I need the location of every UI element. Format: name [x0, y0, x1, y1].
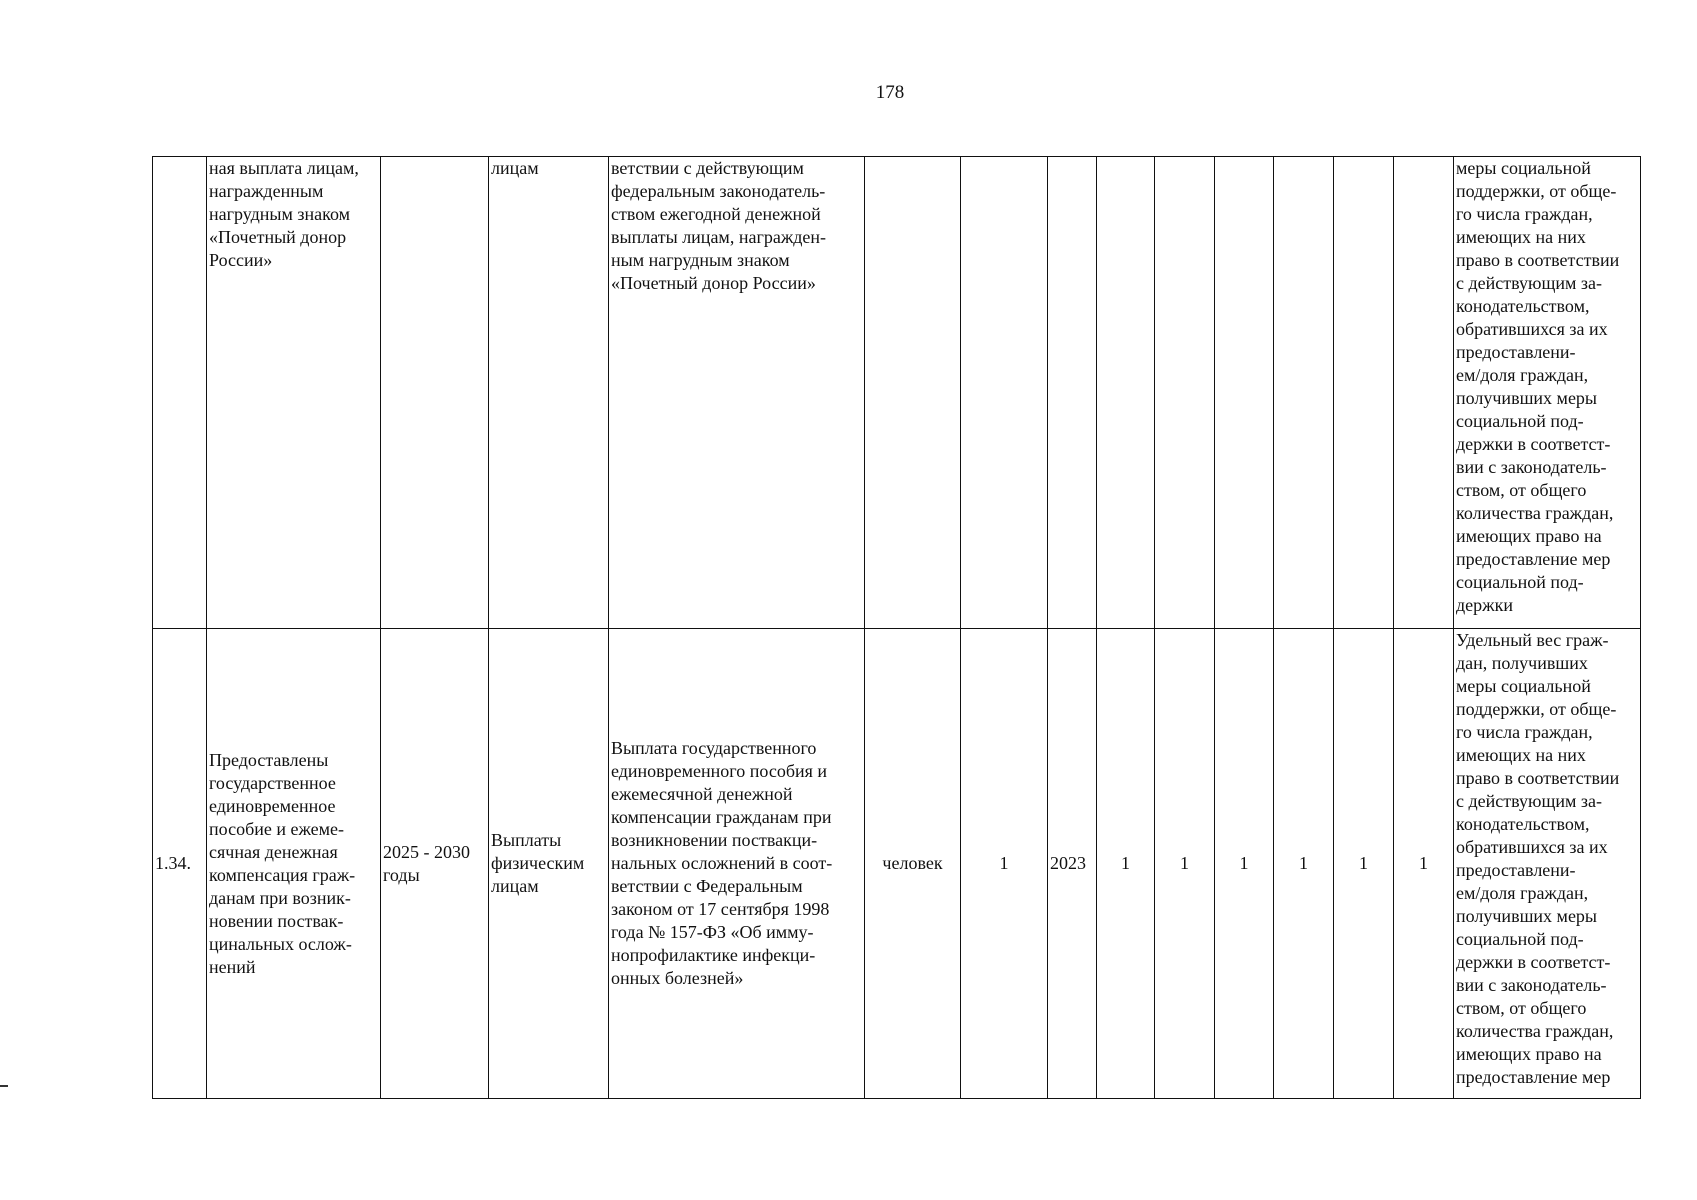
result-cell: ная выплата лицам, награжденным нагрудным знаком «Почетный донор России» [207, 157, 381, 629]
description-cell: Выплата государственного единовременного пособия и ежемесячной денежной компенсации гражданам при возникновении поствакци- нальных осложнений в соот- ветствии с Федеральным законом от 17 сентября 1998 года № 157-ФЗ «Об имму- нопрофилактике инфекци- онных болезней» [609, 629, 865, 1099]
base-year-cell: 2023 [1048, 629, 1097, 1099]
unit-cell [865, 157, 961, 629]
period-cell: 2025 - 2030 годы [381, 629, 489, 1099]
value-cell: 1 [1394, 629, 1454, 1099]
type-cell: Выплаты физическим лицам [489, 629, 609, 1099]
value-cell [1215, 157, 1274, 629]
program-table [152, 156, 1641, 1099]
description-cell: ветствии с действующим федеральным законодатель- ством ежегодной денежной выплаты лицам, награжден- ным нагрудным знаком «Почетный донор России» [609, 157, 865, 629]
value-cell [1274, 157, 1334, 629]
base-year-cell [1048, 157, 1097, 629]
base-value-cell [961, 157, 1048, 629]
value-cell: 1 [1215, 629, 1274, 1099]
indicator-cell: меры социальной поддержки, от обще- го числа граждан, имеющих на них право в соответствии с действующим за- конодательством, обратившихся за их предоставлени- ем/доля граждан, получивших меры социальной под- держки в соответст- вии с законодатель- ством, от общего количества граждан, имеющих право на предоставление мер социальной под- держки [1454, 157, 1641, 629]
table-row [153, 629, 1641, 1099]
unit-cell: человек [865, 629, 961, 1099]
row-number-cell: 1.34. [153, 629, 207, 1099]
value-cell: 1 [1334, 629, 1394, 1099]
page-number: 178 [875, 82, 905, 103]
row-number-cell [153, 157, 207, 629]
table-row [153, 157, 1641, 629]
value-cell: 1 [1155, 629, 1215, 1099]
value-cell [1394, 157, 1454, 629]
result-cell: Предоставлены государственное единовременное пособие и ежеме- сячная денежная компенсация граж- данам при возник- новении поствак- цинальных ослож- нений [207, 629, 381, 1099]
period-cell [381, 157, 489, 629]
indicator-cell: Удельный вес граж- дан, получивших меры социальной поддержки, от обще- го числа граждан, имеющих на них право в соответствии с действующим за- конодательством, обратившихся за их предоставлени- ем/доля граждан, получивших меры социальной под- держки в соответст- вии с законодатель- ством, от общего количества граждан, имеющих право на предоставление мер [1454, 629, 1641, 1099]
base-value-cell: 1 [961, 629, 1048, 1099]
value-cell [1334, 157, 1394, 629]
value-cell [1155, 157, 1215, 629]
value-cell: 1 [1097, 629, 1155, 1099]
scan-edge-mark [0, 1085, 8, 1087]
type-cell: лицам [489, 157, 609, 629]
value-cell: 1 [1274, 629, 1334, 1099]
value-cell [1097, 157, 1155, 629]
